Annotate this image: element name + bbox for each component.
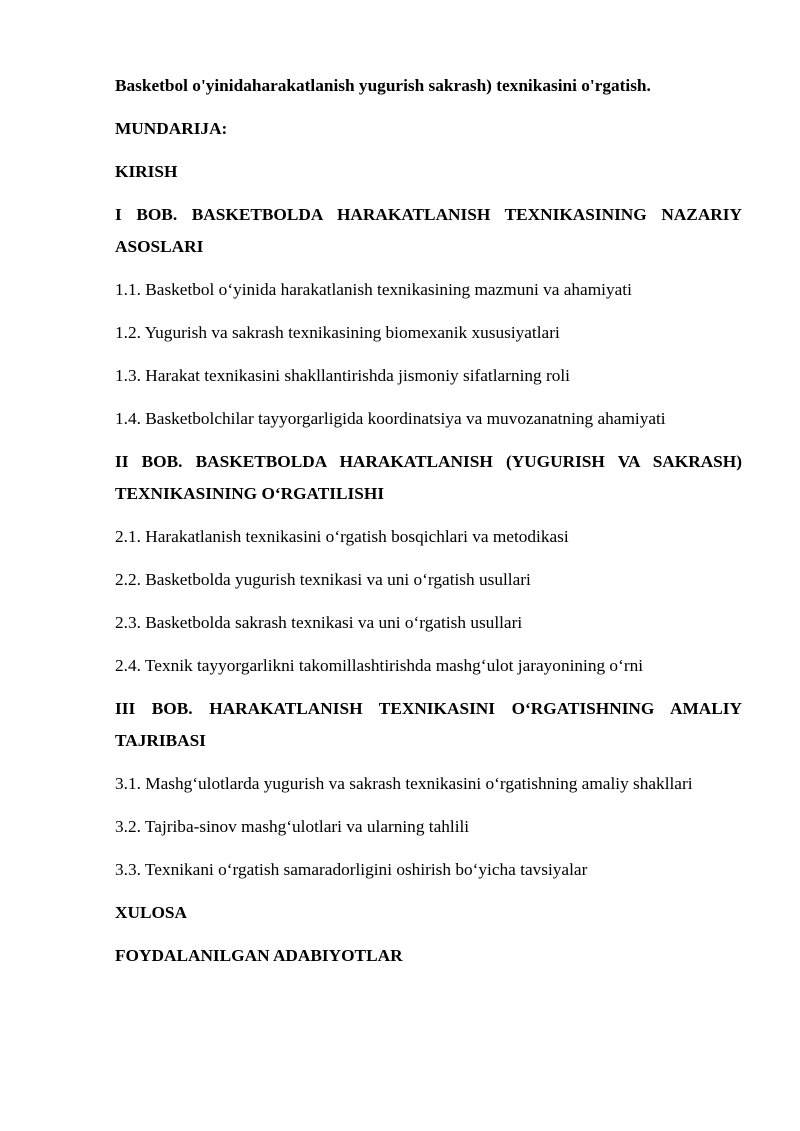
toc-entry-1-4: 1.4. Basketbolchilar tayyorgarligida koordinatsiya va muvozanatning ahamiyati [115, 409, 666, 428]
toc-entry-2-3: 2.3. Basketbolda sakrash texnikasi va uni o‘rgatish usullari [115, 613, 523, 632]
toc-entry-2-4: 2.4. Texnik tayyorgarlikni takomillashtirishda mashg‘ulot jarayonining o‘rni [115, 656, 644, 675]
toc-entry-1-3: 1.3. Harakat texnikasini shakllantirishda jismoniy sifatlarning roli [115, 366, 570, 385]
toc-entry-chapter-2: II BOB. BASKETBOLDA HARAKATLANISH (YUGURISH VA SAKRASH) TEXNIKASINING O‘RGATILISHI [115, 452, 742, 503]
document-title: Basketbol o'yinidaharakatlanish yugurish sakrash) texnikasini o'rgatish. [115, 76, 651, 95]
toc-entry-3-1: 3.1. Mashg‘ulotlarda yugurish va sakrash texnikasini o‘rgatishning amaliy shakllari [115, 774, 693, 793]
toc-entry-conclusion: XULOSA [115, 903, 188, 922]
toc-entry-2-1: 2.1. Harakatlanish texnikasini o‘rgatish bosqichlari va metodikasi [115, 527, 569, 546]
toc-entry-3-3: 3.3. Texnikani o‘rgatish samaradorligini oshirish bo‘yicha tavsiyalar [115, 860, 588, 879]
contents-heading: MUNDARIJA: [115, 119, 228, 138]
toc-entry-2-2: 2.2. Basketbolda yugurish texnikasi va uni o‘rgatish usullari [115, 570, 531, 589]
toc-entry-introduction: KIRISH [115, 162, 178, 181]
toc-entry-references: FOYDALANILGAN ADABIYOTLAR [115, 946, 403, 965]
toc-entry-1-2: 1.2. Yugurish va sakrash texnikasining biomexanik xususiyatlari [115, 323, 560, 342]
toc-entry-chapter-1: I BOB. BASKETBOLDA HARAKATLANISH TEXNIKASINING NAZARIY ASOSLARI [115, 205, 742, 256]
toc-entry-chapter-3: III BOB. HARAKATLANISH TEXNIKASINI O‘RGATISHNING AMALIY TAJRIBASI [115, 699, 742, 750]
toc-entry-1-1: 1.1. Basketbol o‘yinida harakatlanish texnikasining mazmuni va ahamiyati [115, 280, 632, 299]
document-page [115, 70, 742, 983]
toc-entry-3-2: 3.2. Tajriba-sinov mashg‘ulotlari va ularning tahlili [115, 817, 470, 836]
